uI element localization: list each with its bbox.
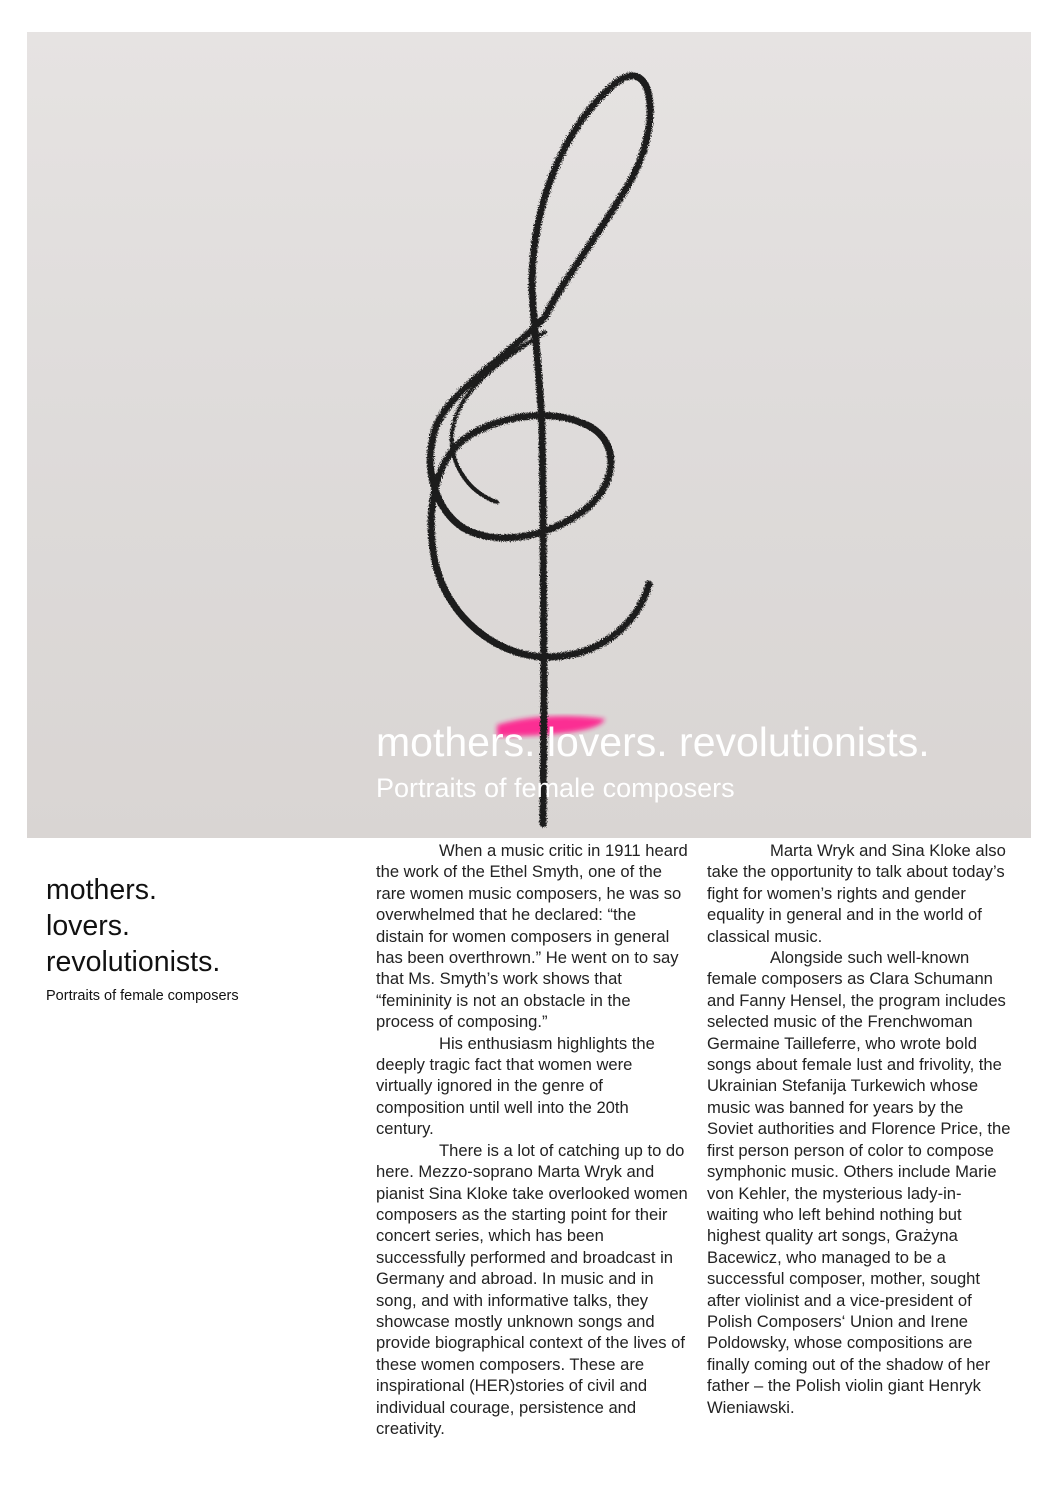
article-column-left <box>376 840 688 1439</box>
paragraph: There is a lot of catching up to do here. Mezzo-soprano Marta Wryk and pianist Sina Kloke take overlooked women composers as the starting point for their concert series, which has been successfully performed and broadcast in Germany and abroad. In music and in song, and with informative talks, they showcase mostly unknown songs and provide biographical context of the lives of these women composers. These are inspirational (HER)stories of civil and individual courage, persistence and creativity. <box>376 1140 688 1438</box>
side-title-line: mothers. <box>46 874 157 906</box>
paragraph: His enthusiasm highlights the deeply tragic fact that women were virtually ignored in the genre of composition until well into the 20th century. <box>376 1033 655 1139</box>
side-title-line: revolutionists. <box>46 946 221 978</box>
paragraph: Marta Wryk and Sina Kloke also take the opportunity to talk about today’s fight for women’s rights and gender equality in general and in the world of classical music. <box>707 841 1006 946</box>
side-title-line: lovers. <box>46 910 130 942</box>
side-subtitle: Portraits of female composers <box>46 988 239 1004</box>
paragraph: When a music critic in 1911 heard the work of the Ethel Smyth, one of the rare women music composers, he was so overwhelmed that he declared: “the distain for women composers in general has been overthrown.” He went on to say that Ms. Smyth’s work shows that “femininity is not an obstacle in the process of composing.” <box>376 841 688 1032</box>
hero-subtitle: Portraits of female composers <box>376 773 735 803</box>
hero-title: mothers. lovers. revolutionists. <box>376 719 930 765</box>
hero-image <box>27 32 1031 838</box>
article-column-right <box>707 840 1012 1418</box>
paragraph: Alongside such well-known female composers as Clara Schumann and Fanny Hensel, the program includes selected music of the Frenchwoman Germaine Tailleferre, who wrote bold songs about female lust and frivolity, the Ukrainian Stefanija Turkewich whose music was banned for years by the Soviet authorities and Florence Price, the first person person of color to compose symphonic music. Others include Marie von Kehler, the mysterious lady-in-waiting who left behind nothing but highest quality art songs, Grażyna Bacewicz, who managed to be a successful composer, mother, sought after violinist and a vice-president of Polish Composers‘ Union and Irene Poldowsky, whose compositions are finally coming out of the shadow of her father – the Polish violin giant Henryk Wieniawski. <box>707 948 1011 1417</box>
treble-clef-icon <box>27 32 1031 838</box>
side-title <box>46 872 220 980</box>
